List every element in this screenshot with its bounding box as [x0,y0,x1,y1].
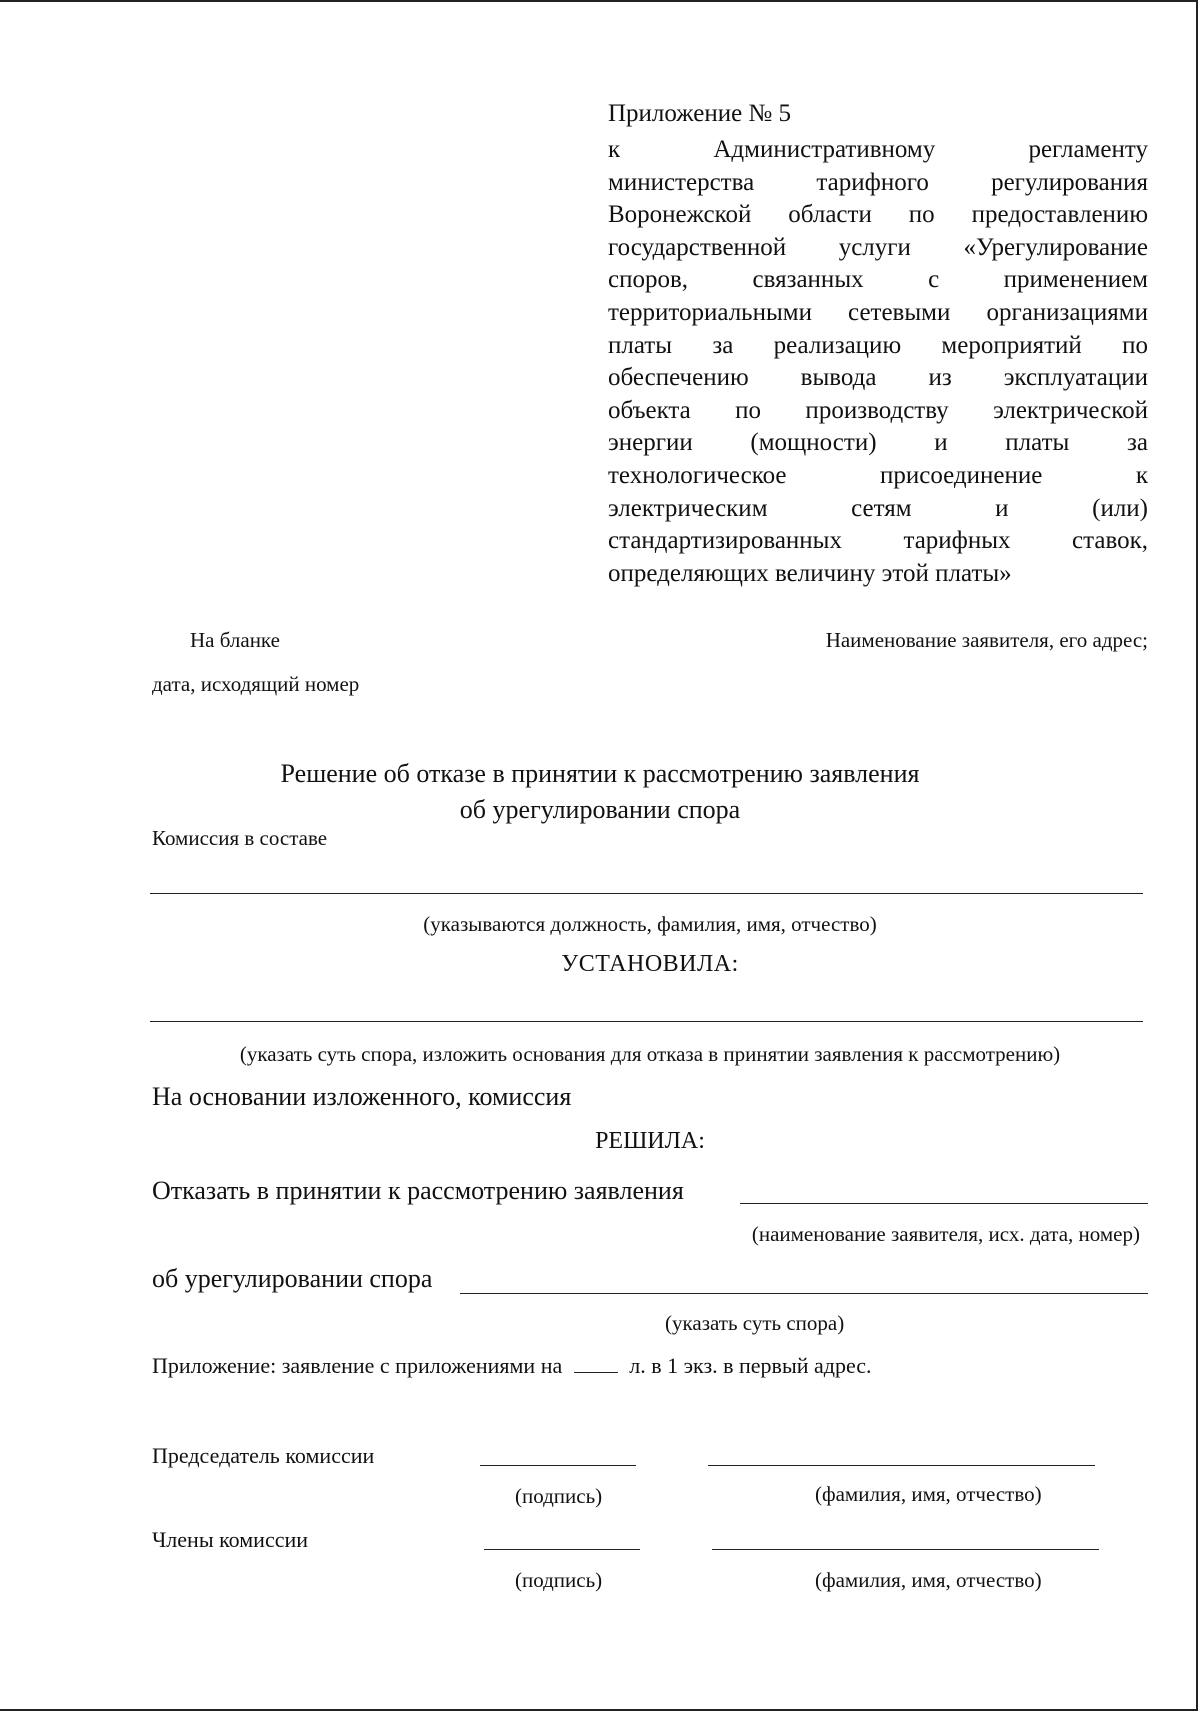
appendix-line: объекта по производству электрической [608,396,1148,424]
members-fio-line[interactable] [712,1549,1099,1550]
appendix-title: Приложение № 5 [608,100,792,127]
established-heading: УСТАНОВИЛА: [561,951,739,977]
appendix-line: министерства тарифного регулирования [608,168,1148,196]
appendix-line: споров, связанных с применением [608,266,1148,294]
decision-title-line1: Решение об отказе в принятии к рассмотрению заявления [280,759,920,788]
appendix-line: государственной услуги «Урегулирование [608,233,1148,261]
appendix-text [608,134,1148,590]
chair-signature-hint: (подпись) [515,1484,603,1508]
settlement-label: об урегулировании спора [152,1264,433,1293]
members-label: Члены комиссии [152,1527,309,1552]
pages-count-blank[interactable] [574,1352,618,1373]
hint-applicant: (наименование заявителя, исх. дата, номер) [751,1222,1140,1246]
chair-fio-hint: (фамилия, имя, отчество) [815,1482,1042,1506]
applicant-fill-line[interactable] [740,1203,1148,1204]
members-signature-line[interactable] [484,1549,640,1550]
applicant-label: Наименование заявителя, его адрес; [825,628,1148,652]
appendix-line: электрическим сетям и (или) [608,494,1148,522]
appendix-line: энергии (мощности) и платы за [608,429,1148,457]
hint-essence: (указать суть спора, изложить основания для отказа в принятии заявления к рассмотрению) [239,1042,1061,1066]
attachment-text [152,1352,872,1379]
decided-heading: РЕШИЛА: [595,1128,705,1154]
decision-title-line2: об урегулировании спора [459,795,741,824]
based-on-text: На основании изложенного, комиссия [152,1082,572,1111]
appendix-line: территориальными сетевыми организациями [608,298,1148,326]
hint-composition: (указываются должность, фамилия, имя, отчество) [423,912,877,936]
attachment-prefix: Приложение: заявление с приложениями на [152,1353,563,1378]
blank-label: На бланке [190,628,280,652]
chair-label: Председатель комиссии [152,1443,375,1468]
members-fio-hint: (фамилия, имя, отчество) [815,1568,1042,1592]
appendix-line: к Административному регламенту [608,136,1148,163]
date-label: дата, исходящий номер [152,672,360,696]
appendix-line: Воронежской области по предоставлению [608,201,1148,229]
decision-title [0,756,1200,828]
essence-fill-line[interactable] [150,1021,1143,1022]
appendix-line: определяющих величину этой платы» [608,559,1012,587]
dispute-fill-line[interactable] [460,1293,1148,1294]
refuse-label: Отказать в принятии к рассмотрению заявления [152,1176,684,1205]
chair-fio-line[interactable] [708,1465,1095,1466]
chair-signature-line[interactable] [480,1465,636,1466]
appendix-line: обеспечению вывода из эксплуатации [608,364,1148,392]
commission-label: Комиссия в составе [152,826,328,850]
appendix-line: платы за реализацию мероприятий по [608,331,1148,359]
hint-dispute: (указать суть спора) [665,1311,845,1335]
attachment-suffix: л. в 1 экз. в первый адрес. [629,1353,872,1378]
appendix-line: технологическое присоединение к [608,461,1148,489]
composition-fill-line[interactable] [150,893,1143,894]
members-signature-hint: (подпись) [515,1568,603,1592]
appendix-line: стандартизированных тарифных ставок, [608,527,1148,555]
